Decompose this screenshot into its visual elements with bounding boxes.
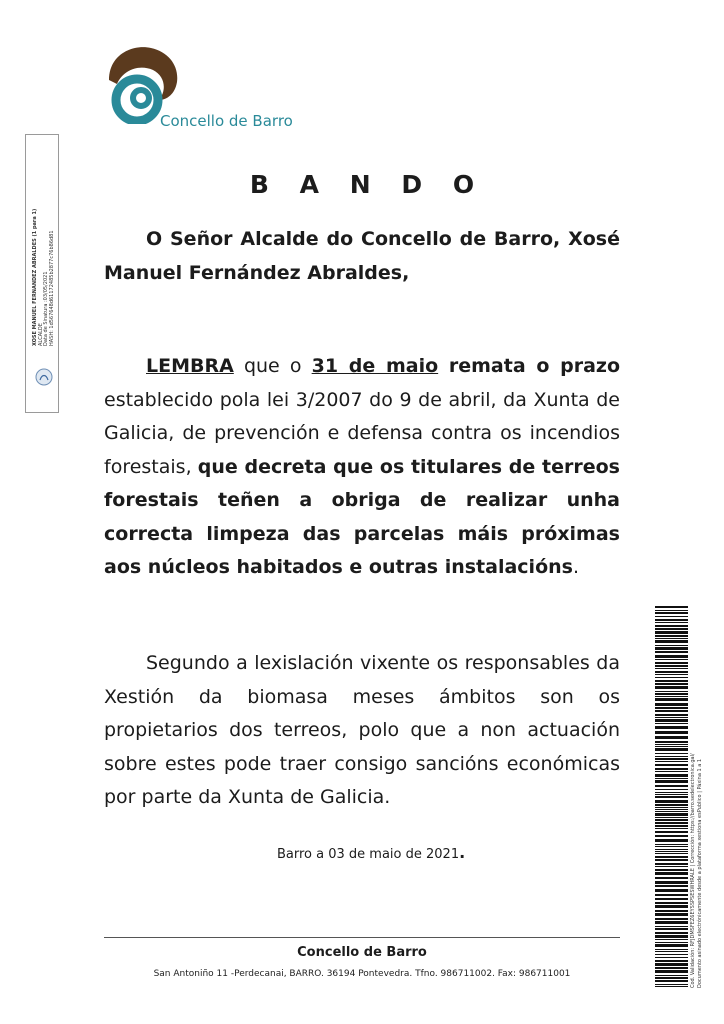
barcode-bar — [655, 960, 688, 962]
barcode-bar — [655, 944, 688, 947]
signer-role: ALCALDE — [37, 323, 44, 346]
barcode-bar — [655, 813, 688, 816]
barcode-bar — [655, 693, 688, 695]
barcode-bar — [655, 932, 688, 934]
barcode-bar — [655, 853, 688, 854]
barcode-bar — [655, 622, 688, 623]
barcode-bar — [655, 768, 688, 770]
barcode-bar — [655, 957, 688, 958]
barcode-bar — [655, 894, 688, 896]
barcode-bar — [655, 655, 688, 658]
barcode-bar — [655, 677, 688, 678]
barcode-bar — [655, 774, 688, 777]
concello-logo — [103, 44, 303, 134]
main-text-3: establecido pola lei 3/2007 do 9 de abril, da Xunta de Galicia, de prevención e defensa contra os incendios forestais, — [104, 388, 620, 478]
barcode-bar — [655, 926, 688, 927]
barcode-bar — [655, 844, 688, 845]
intro-text: O Señor Alcalde do Concello de Barro, Xosé Manuel Fernández Abraldes, — [104, 228, 620, 284]
barcode-bar — [655, 902, 688, 904]
barcode-bar — [655, 817, 688, 818]
barcode-bar — [655, 753, 688, 754]
barcode-bar — [655, 616, 688, 617]
barcode-bar — [655, 839, 688, 842]
barcode-bar — [655, 831, 688, 833]
footer-divider — [104, 937, 620, 938]
barcode-bar — [655, 935, 688, 938]
barcode-bar — [655, 828, 688, 829]
main-text-end: . — [572, 556, 580, 578]
barcode-bar — [655, 698, 688, 701]
barcode-bar — [655, 736, 688, 739]
barcode-bar — [655, 804, 688, 806]
barcode-bar — [655, 668, 688, 669]
barcode-bar — [655, 792, 688, 793]
date-dot: . — [459, 843, 466, 862]
validation-line-1: Cod. Validación: RFJDMSFEZ6EYSSPSESWHRALE | Corrección: https://barro.sedelectronica.gal/ — [690, 753, 696, 988]
barcode-bar — [655, 819, 688, 821]
barcode-bar — [655, 984, 688, 985]
barcode-bar — [655, 744, 688, 745]
barcode-bar — [655, 970, 688, 973]
barcode-bar — [655, 719, 688, 722]
footer-address: San Antoniño 11 -Perdecanai, BARRO. 36194 Pontevedra. Tfno. 986711002. Fax: 986711001 — [153, 969, 571, 979]
barcode-bar — [655, 696, 688, 697]
barcode-bar — [655, 877, 688, 879]
deadline-date: 31 de maio — [311, 355, 439, 377]
barcode-bar — [655, 863, 688, 865]
barcode-bar — [655, 869, 688, 871]
validation-text — [690, 753, 703, 988]
barcode-bar — [655, 746, 688, 747]
legislation-text: Segundo a lexislación vixente os responsables da Xestión da biomasa meses ámbitos son os propietarios dos terreos, polo que a non actuación sobre estes pode traer consigo sancións económicas por parte da Xunta de Galicia. — [104, 652, 620, 808]
barcode-bar — [655, 741, 688, 743]
barcode-bar — [655, 905, 688, 908]
barcode-bar — [655, 710, 688, 712]
barcode-bar — [655, 671, 688, 673]
barcode-bar — [655, 889, 688, 892]
barcode-bar — [655, 872, 688, 875]
signature-hash: HASH: 1d567648d61172485b2877c76b86d81 — [48, 230, 55, 346]
barcode-bar — [655, 963, 688, 966]
barcode-bar — [655, 780, 688, 783]
barcode-bar — [655, 986, 688, 987]
signature-stamp-text — [33, 209, 55, 346]
main-text-2: remata o prazo — [438, 355, 621, 377]
barcode-bar — [655, 939, 688, 940]
barcode-bar — [655, 809, 688, 810]
barcode-bar — [655, 686, 688, 689]
barcode-bar — [655, 683, 688, 685]
barcode-bar — [655, 794, 688, 795]
barcode-bar — [655, 789, 688, 790]
barcode-bar — [655, 680, 688, 682]
barcode-bar — [655, 918, 688, 920]
barcode-bar — [655, 851, 688, 852]
barcode-bar — [655, 885, 688, 887]
barcode-bar — [655, 977, 688, 979]
barcode-bar — [655, 761, 688, 762]
barcode-bar — [655, 717, 688, 718]
barcode-bar — [655, 921, 688, 924]
signature-date: Data de Sinatura :03/05/2021 — [43, 271, 50, 346]
barcode-bar — [655, 726, 688, 729]
barcode-bar — [655, 756, 688, 757]
barcode-bar — [655, 807, 688, 808]
barcode-bar — [655, 951, 688, 952]
barcode-bar — [655, 811, 688, 812]
barcode-bar — [655, 975, 688, 976]
intro-paragraph — [104, 223, 620, 290]
logo-text: Concello de Barro — [160, 112, 293, 130]
barcode-bar — [655, 928, 688, 930]
barcode-bar — [655, 913, 688, 916]
barcode-bar — [655, 651, 688, 653]
barcode-bar — [655, 619, 688, 621]
barcode-bar — [655, 825, 688, 827]
footer-name: Concello de Barro — [297, 945, 427, 960]
date-text: Barro a 03 de maio de 2021 — [277, 847, 460, 862]
barcode-bar — [655, 859, 688, 861]
barcode-bar — [655, 638, 688, 639]
main-text-1: que o — [233, 355, 312, 377]
barcode-bar — [655, 967, 688, 969]
barcode-bar — [655, 647, 688, 650]
barcode-bar — [655, 631, 688, 634]
barcode-bar — [655, 606, 688, 608]
barcode-bar — [655, 628, 688, 630]
barcode-bar — [655, 881, 688, 884]
main-paragraph — [104, 350, 620, 585]
barcode-bar — [655, 796, 688, 798]
barcode-bar — [655, 949, 688, 950]
barcode-bar — [655, 731, 688, 734]
barcode-bar — [655, 980, 688, 982]
main-bold-text: que decreta que os titulares de terreos forestais teñen a obriga de realizar unha correcta limpeza das parcelas máis próximas aos núcleos habitados e outras instalacións — [104, 455, 620, 578]
barcode-bar — [655, 635, 688, 637]
barcode-bar — [655, 758, 688, 760]
barcode-bar — [655, 665, 688, 667]
barcode-bar — [655, 662, 688, 664]
validation-line-2: Documento asinado electrónicamente desde a plataforma xestiona esPublico | Páxina 1 a 1 — [696, 758, 703, 988]
barcode-bar — [655, 866, 688, 867]
barcode-bar — [655, 898, 688, 900]
barcode-bar — [655, 659, 688, 660]
barcode-bar — [655, 785, 688, 787]
barcode-bar — [655, 771, 688, 772]
barcode-bar — [655, 856, 688, 858]
barcode-bar — [655, 778, 688, 779]
barcode-bar — [655, 612, 688, 614]
barcode-bar — [655, 703, 688, 706]
date-line — [277, 843, 465, 862]
barcode-bar — [655, 625, 688, 627]
legislation-paragraph — [104, 647, 620, 815]
barcode-bar — [655, 835, 688, 837]
barcode-bar — [655, 942, 688, 943]
lembra-word: LEMBRA — [146, 355, 234, 377]
barcode-bar — [655, 640, 688, 643]
barcode-bar — [655, 610, 688, 611]
barcode-bar — [655, 846, 688, 847]
barcode-bar — [655, 723, 688, 724]
barcode-bar — [655, 645, 688, 646]
barcode-bar — [655, 748, 688, 751]
barcode-bar — [655, 954, 688, 955]
barcode-bar — [655, 714, 688, 716]
barcode-bar — [655, 674, 688, 675]
barcode-bar — [655, 707, 688, 709]
document-title: B A N D O — [249, 170, 486, 199]
barcode-bar — [655, 800, 688, 803]
barcode-bar — [655, 822, 688, 824]
barcode-bar — [655, 849, 688, 850]
barcode — [655, 606, 688, 988]
barcode-bar — [655, 691, 688, 692]
signer-name: XOSE MANUEL FERNANDEZ ABRALDES (1 para 1) — [32, 208, 38, 346]
barcode-bar — [655, 764, 688, 766]
seal-icon — [34, 366, 54, 388]
barcode-bar — [655, 910, 688, 912]
